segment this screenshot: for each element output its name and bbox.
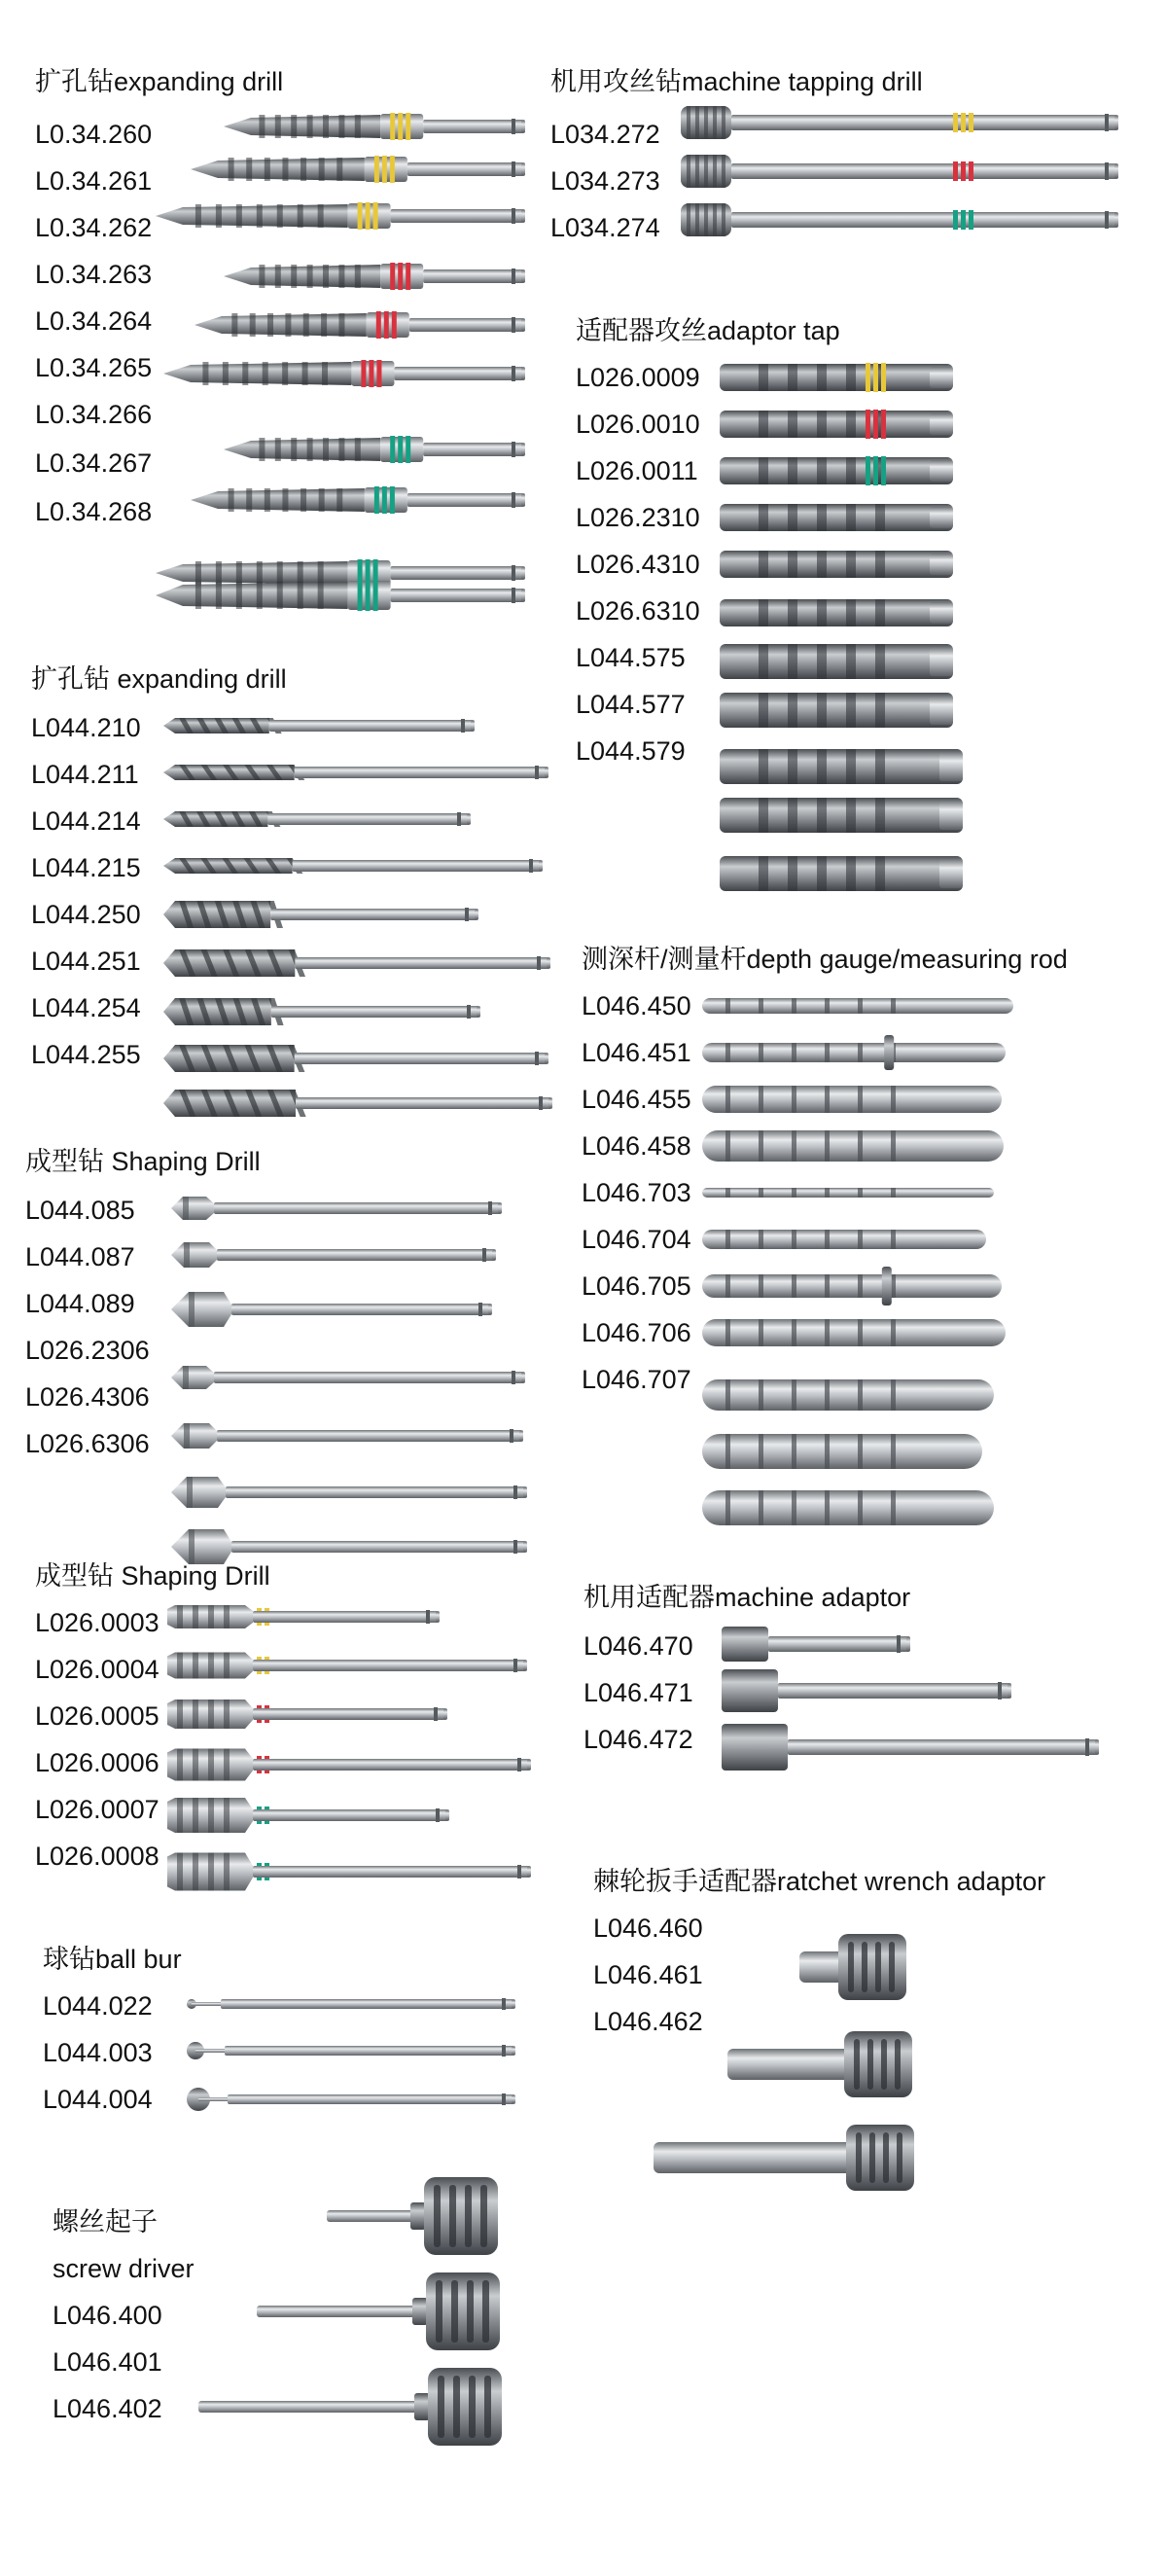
product-code: L026.6306 [25,1429,150,1458]
ball-bur-tool [185,2082,515,2117]
product-code: L044.214 [31,806,141,836]
product-code: L044.085 [25,1196,135,1225]
machine-adaptor-tool-graphic [722,1665,1011,1716]
shaping-drill-banded-tool-graphic [167,1794,449,1837]
depth-gauge-tool [702,1374,994,1416]
depth-gauge-tool-graphic [702,1265,1002,1307]
section-title: 成型钻 Shaping Drill [35,1561,270,1591]
screw-driver-tool [198,2366,502,2448]
adaptor-tap-tool-graphic [720,689,963,732]
shaping-drill-tool [171,1414,523,1457]
product-code: L026.4310 [576,550,700,579]
product-code: L046.705 [582,1271,691,1301]
twist-drill-tool-graphic [163,1086,552,1121]
section-title: 适配器攻丝adaptor tap [576,316,840,345]
expanding-drill-tool [224,109,525,144]
product-code: L044.089 [25,1289,135,1318]
shaping-drill-banded-tool-graphic [167,1644,527,1687]
depth-gauge-tool [702,1125,1004,1167]
adaptor-tap-tool [720,640,963,683]
screw-driver-tool [327,2175,498,2257]
product-code: L046.455 [582,1085,691,1114]
adaptor-tap-tool [720,794,972,837]
shaping-drill-banded-tool-graphic [167,1595,440,1638]
shaping-drill-banded-tool [167,1595,440,1638]
depth-gauge-tool-graphic [702,1078,1002,1121]
depth-gauge-tool [702,1430,982,1473]
product-code: L026.0009 [576,363,700,392]
twist-drill-tool-graphic [163,708,475,743]
shaping-drill-tool [171,1471,527,1514]
depth-gauge-tool [702,1265,1002,1307]
shaping-drill-banded-tool [167,1850,531,1893]
section-title: 机用适配器machine adaptor [584,1583,911,1612]
product-code: L046.471 [584,1678,693,1707]
machine-adaptor-tool-graphic [722,1722,1099,1772]
depth-gauge-tool-graphic [702,1171,994,1214]
product-code: L0.34.264 [35,306,153,336]
depth-gauge-tool-graphic [702,1218,986,1261]
expanding-drill-tool-graphic [224,109,525,144]
adaptor-tap-tool-graphic [720,543,963,586]
shaping-drill-tool-graphic [171,1414,523,1457]
tapping-drill-tool-graphic [681,200,1118,239]
screw-driver-tool [257,2271,500,2352]
adaptor-tap-tool [720,449,963,492]
ball-bur-tool [185,1986,515,2021]
adaptor-tap-tool-graphic [720,403,963,446]
product-code: L034.274 [550,213,660,242]
machine-adaptor-tool-graphic [722,1619,910,1669]
product-code: L044.250 [31,900,141,929]
product-code: L0.34.265 [35,353,153,382]
machine-adaptor-tool [722,1665,1011,1716]
ball-bur-tool-graphic [185,2033,515,2068]
product-code: L0.34.267 [35,448,153,478]
machine-adaptor-tool [722,1722,1099,1772]
depth-gauge-tool [702,1218,986,1261]
ratchet-adaptor-tool-graphic [654,2121,914,2195]
product-code: L026.0010 [576,410,700,439]
depth-gauge-tool-graphic [702,1031,1006,1074]
adaptor-tap-tool [720,356,963,399]
machine-adaptor-tool [722,1619,910,1669]
adaptor-tap-tool-graphic [720,591,963,634]
product-code: L046.458 [582,1131,691,1161]
twist-drill-tool-graphic [163,1041,548,1076]
shaping-drill-tool [171,1234,496,1276]
twist-drill-tool [163,1041,548,1076]
expanding-drill-tool [156,578,525,613]
screw-driver-tool-graphic [327,2175,498,2257]
adaptor-tap-tool-graphic [720,640,963,683]
adaptor-tap-tool-graphic [720,745,972,788]
product-code: L044.004 [43,2085,153,2114]
tapping-drill-tool [681,200,1118,239]
product-code: L0.34.262 [35,213,153,242]
product-code: L046.470 [584,1631,693,1661]
product-code: L046.704 [582,1225,691,1254]
twist-drill-tool [163,848,543,883]
depth-gauge-tool-graphic [702,1430,982,1473]
twist-drill-tool [163,994,480,1029]
product-code: L026.4306 [25,1382,150,1412]
twist-drill-tool-graphic [163,994,480,1029]
adaptor-tap-tool [720,745,972,788]
depth-gauge-tool [702,984,1013,1027]
product-code: L046.451 [582,1038,691,1067]
twist-drill-tool [163,708,475,743]
ratchet-adaptor-tool-graphic [799,1930,906,2004]
twist-drill-tool [163,946,550,981]
product-code: L046.460 [593,1914,703,1943]
depth-gauge-tool [702,1311,1006,1354]
expanding-drill-tool [191,483,525,518]
shaping-drill-tool [171,1288,492,1331]
product-code: L026.0003 [35,1608,159,1637]
section-screw-driver [53,2206,194,2284]
ratchet-adaptor-tool [799,1930,906,2004]
twist-drill-tool-graphic [163,802,471,837]
product-code: L044.022 [43,1991,153,2021]
section-ratchet-wrench-adaptor [593,1866,1045,1897]
twist-drill-tool-graphic [163,848,543,883]
product-code: L044.087 [25,1242,135,1271]
section-title: 扩孔钻expanding drill [35,67,284,96]
product-code: L046.472 [584,1725,693,1754]
product-code: L046.706 [582,1318,691,1347]
twist-drill-tool [163,802,471,837]
section-title: 球钻ball bur [43,1945,182,1974]
depth-gauge-tool [702,1078,1002,1121]
section-subtitle: screw driver [53,2254,194,2283]
shaping-drill-tool-graphic [171,1356,525,1399]
section-title: 机用攻丝钻machine tapping drill [550,67,923,96]
adaptor-tap-tool-graphic [720,496,963,539]
shaping-drill-banded-tool [167,1693,447,1735]
adaptor-tap-tool-graphic [720,449,963,492]
expanding-drill-tool-graphic [191,483,525,518]
expanding-drill-tool-graphic [194,307,525,342]
twist-drill-tool [163,1086,552,1121]
section-machine-tapping-drill [550,66,923,97]
section-title: 成型钻 Shaping Drill [25,1147,261,1176]
product-code: L044.255 [31,1040,141,1069]
shaping-drill-tool-graphic [171,1288,492,1331]
product-code: L046.400 [53,2301,162,2330]
shaping-drill-tool-graphic [171,1471,527,1514]
depth-gauge-tool-graphic [702,1125,1004,1167]
expanding-drill-tool-graphic [163,356,525,391]
shaping-drill-tool [171,1187,502,1230]
twist-drill-tool [163,755,548,790]
twist-drill-tool-graphic [163,755,548,790]
adaptor-tap-tool [720,403,963,446]
ball-bur-tool [185,2033,515,2068]
product-code: L046.401 [53,2347,162,2377]
section-title: 测深杆/测量杆depth gauge/measuring rod [582,945,1068,974]
expanding-drill-tool-graphic [156,578,525,613]
twist-drill-tool [163,897,478,932]
section-shaping-drill-2 [35,1560,270,1592]
shaping-drill-banded-tool [167,1644,527,1687]
ratchet-adaptor-tool [727,2027,912,2101]
shaping-drill-banded-tool [167,1743,531,1786]
tapping-drill-tool [681,152,1118,191]
expanding-drill-tool [224,432,525,467]
adaptor-tap-tool-graphic [720,852,972,895]
product-code: L034.273 [550,166,660,196]
product-code: L046.402 [53,2394,162,2423]
product-code: L0.34.268 [35,497,153,526]
twist-drill-tool-graphic [163,897,478,932]
screw-driver-tool-graphic [198,2366,502,2448]
product-code: L044.211 [31,760,139,789]
ratchet-adaptor-tool-graphic [727,2027,912,2101]
section-machine-adaptor [584,1582,910,1613]
product-code: L046.703 [582,1178,691,1207]
product-code: L044.215 [31,853,141,882]
product-code: L044.254 [31,993,141,1022]
product-code: L046.461 [593,1960,703,1989]
expanding-drill-tool [194,307,525,342]
adaptor-tap-tool [720,591,963,634]
section-shaping-drill-1 [25,1146,261,1177]
expanding-drill-tool [163,356,525,391]
product-code: L026.0008 [35,1842,159,1871]
expanding-drill-tool-graphic [191,152,525,187]
product-code: L046.450 [582,991,691,1020]
section-title: 螺丝起子 [53,2207,158,2236]
product-code: L046.462 [593,2007,703,2036]
shaping-drill-tool [171,1356,525,1399]
product-code: L0.34.263 [35,260,153,289]
product-code: L044.579 [576,736,686,766]
shaping-drill-banded-tool-graphic [167,1850,531,1893]
product-code: L0.34.261 [35,166,153,196]
product-code: L026.2310 [576,503,700,532]
expanding-drill-tool-graphic [224,259,525,294]
product-code: L026.0011 [576,456,698,485]
expanding-drill-tool [156,198,525,233]
adaptor-tap-tool [720,543,963,586]
depth-gauge-tool-graphic [702,1374,994,1416]
product-code: L0.34.260 [35,120,153,149]
depth-gauge-tool-graphic [702,1311,1006,1354]
adaptor-tap-tool [720,496,963,539]
twist-drill-tool-graphic [163,946,550,981]
section-title: 扩孔钻 expanding drill [31,664,287,694]
product-code: L044.251 [31,947,141,976]
tapping-drill-tool-graphic [681,103,1118,142]
product-code: L026.0005 [35,1701,159,1731]
expanding-drill-tool-graphic [156,198,525,233]
tapping-drill-tool-graphic [681,152,1118,191]
adaptor-tap-tool [720,689,963,732]
expanding-drill-tool-graphic [224,432,525,467]
depth-gauge-tool [702,1031,1006,1074]
section-ball-bur [43,1944,182,1975]
shaping-drill-banded-tool-graphic [167,1693,447,1735]
product-code: L026.0004 [35,1655,159,1684]
adaptor-tap-tool [720,852,972,895]
section-depth-gauge [582,944,1068,975]
product-code: L044.210 [31,713,141,742]
product-code: L026.0006 [35,1748,159,1777]
section-expanding-drill-2 [31,663,287,695]
section-adaptor-tap [576,315,840,346]
shaping-drill-banded-tool-graphic [167,1743,531,1786]
depth-gauge-tool-graphic [702,984,1013,1027]
product-code: L044.003 [43,2038,153,2067]
tapping-drill-tool [681,103,1118,142]
depth-gauge-tool [702,1486,994,1529]
screw-driver-tool-graphic [257,2271,500,2352]
ball-bur-tool-graphic [185,1986,515,2021]
shaping-drill-tool-graphic [171,1187,502,1230]
expanding-drill-tool [191,152,525,187]
product-code: L0.34.266 [35,400,153,429]
product-code: L026.2306 [25,1336,150,1365]
product-code: L026.0007 [35,1795,159,1824]
expanding-drill-tool [224,259,525,294]
shaping-drill-banded-tool [167,1794,449,1837]
ball-bur-tool-graphic [185,2082,515,2117]
section-title: 棘轮扳手适配器ratchet wrench adaptor [593,1867,1046,1896]
adaptor-tap-tool-graphic [720,794,972,837]
depth-gauge-tool-graphic [702,1486,994,1529]
product-code: L046.707 [582,1365,691,1394]
product-code: L026.6310 [576,596,700,626]
product-code: L044.575 [576,643,686,672]
product-code: L034.272 [550,120,660,149]
section-expanding-drill-1 [35,66,283,97]
ratchet-adaptor-tool [654,2121,914,2195]
depth-gauge-tool [702,1171,994,1214]
adaptor-tap-tool-graphic [720,356,963,399]
product-code: L044.577 [576,690,686,719]
shaping-drill-tool-graphic [171,1234,496,1276]
